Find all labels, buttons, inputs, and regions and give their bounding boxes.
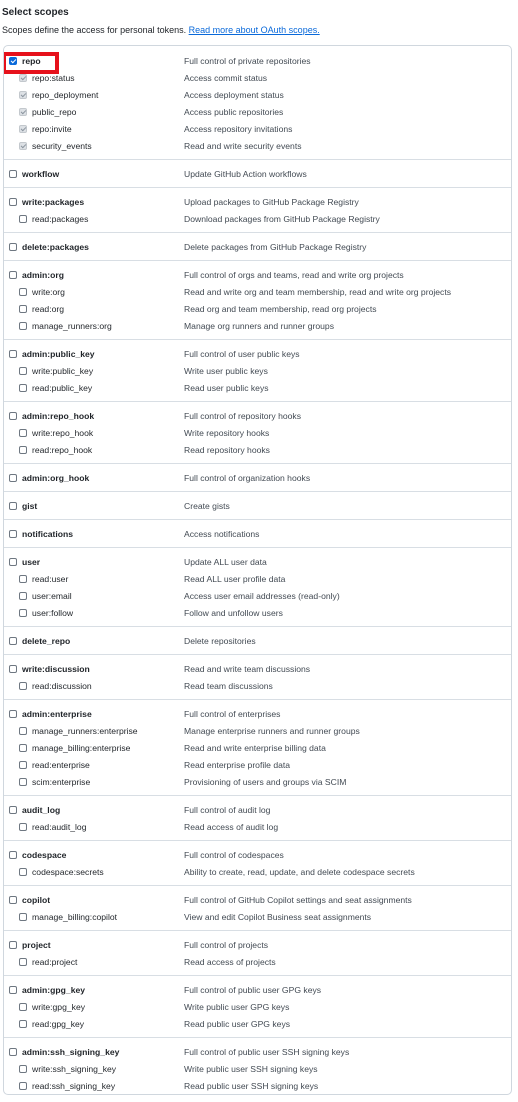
scope-checkbox-notifications[interactable] <box>9 530 17 538</box>
scope-name[interactable]: admin:ssh_signing_key <box>22 1047 120 1057</box>
scope-description: Full control of user public keys <box>184 349 300 359</box>
scope-checkbox-read-audit-log[interactable] <box>19 823 27 831</box>
scope-checkbox-read-project[interactable] <box>19 958 27 966</box>
scope-description: Full control of public user GPG keys <box>184 985 322 995</box>
scope-name[interactable]: user:email <box>32 591 72 601</box>
scope-row-scim-enterprise <box>4 774 511 791</box>
scope-name[interactable]: public_repo <box>32 107 77 117</box>
scope-checkbox-read-public-key[interactable] <box>19 384 27 392</box>
scope-row-delete-repo <box>4 633 511 650</box>
scope-checkbox-admin-org-hook[interactable] <box>9 474 17 482</box>
scope-name[interactable]: admin:gpg_key <box>22 985 86 995</box>
scope-checkbox-write-public-key[interactable] <box>19 367 27 375</box>
scope-name[interactable]: user <box>22 557 41 567</box>
scope-description: Delete repositories <box>184 636 256 646</box>
scope-group-gist <box>4 492 511 520</box>
scope-row-admin-gpg-key <box>4 982 511 999</box>
scope-checkbox-read-repo-hook[interactable] <box>19 446 27 454</box>
scope-checkbox-repo-status <box>19 74 27 82</box>
scope-name[interactable]: read:org <box>32 304 65 314</box>
scope-checkbox-user[interactable] <box>9 558 17 566</box>
scope-row-admin-repo-hook <box>4 408 511 425</box>
scope-list <box>3 45 512 1095</box>
scope-description: Update GitHub Action workflows <box>184 169 307 179</box>
select-scopes-heading: Select scopes <box>2 7 69 18</box>
scope-description: Full control of audit log <box>184 805 271 815</box>
scope-description: Read repository hooks <box>184 445 270 455</box>
scope-checkbox-read-packages[interactable] <box>19 215 27 223</box>
scope-name[interactable]: read:audit_log <box>32 822 87 832</box>
scope-checkbox-write-ssh-signing-key[interactable] <box>19 1065 27 1073</box>
scope-description: Delete packages from GitHub Package Registry <box>184 242 367 252</box>
scope-checkbox-delete-packages[interactable] <box>9 243 17 251</box>
scope-name[interactable]: repo:status <box>32 73 75 83</box>
scope-group-codespace <box>4 841 511 886</box>
scope-group-notifications <box>4 520 511 548</box>
scope-description: Read public user SSH signing keys <box>184 1081 319 1091</box>
scope-name[interactable]: codespace:secrets <box>32 867 104 877</box>
scope-description: Read access of projects <box>184 957 276 967</box>
scope-row-write-gpg-key <box>4 999 511 1016</box>
scope-name[interactable]: write:public_key <box>32 366 94 376</box>
scope-name[interactable]: scim:enterprise <box>32 777 91 787</box>
scope-checkbox-user-follow[interactable] <box>19 609 27 617</box>
scope-checkbox-write-repo-hook[interactable] <box>19 429 27 437</box>
scope-checkbox-project[interactable] <box>9 941 17 949</box>
scope-name[interactable]: read:repo_hook <box>32 445 93 455</box>
scope-description: Read and write team discussions <box>184 664 311 674</box>
scope-checkbox-admin-public-key[interactable] <box>9 350 17 358</box>
scope-checkbox-read-user[interactable] <box>19 575 27 583</box>
scope-description: Upload packages to GitHub Package Registry <box>184 197 359 207</box>
scope-name[interactable]: read:public_key <box>32 383 93 393</box>
scope-row-user-follow <box>4 605 511 622</box>
scope-checkbox-admin-gpg-key[interactable] <box>9 986 17 994</box>
scope-group-project <box>4 931 511 976</box>
scope-row-write-packages <box>4 194 511 211</box>
scope-checkbox-manage-billing-enterprise[interactable] <box>19 744 27 752</box>
scope-row-write-discussion <box>4 661 511 678</box>
scope-description: Manage enterprise runners and runner groups <box>184 726 360 736</box>
oauth-scopes-link[interactable]: Read more about OAuth scopes. <box>188 25 320 35</box>
scope-row-manage-runners-org <box>4 318 511 335</box>
scope-checkbox-repo-deployment <box>19 91 27 99</box>
scope-checkbox-delete-repo[interactable] <box>9 637 17 645</box>
scope-checkbox-read-org[interactable] <box>19 305 27 313</box>
scope-name[interactable]: manage_billing:enterprise <box>32 743 131 753</box>
scope-row-read-repo-hook <box>4 442 511 459</box>
scope-checkbox-admin-org[interactable] <box>9 271 17 279</box>
scope-row-admin-org <box>4 267 511 284</box>
scope-name[interactable]: admin:public_key <box>22 349 95 359</box>
scope-row-notifications <box>4 526 511 543</box>
scope-row-codespace-secrets <box>4 864 511 881</box>
scope-description: Full control of projects <box>184 940 269 950</box>
scope-description: Full control of orgs and teams, read and write org projects <box>184 270 404 280</box>
scope-description: Read enterprise profile data <box>184 760 291 770</box>
scope-row-read-gpg-key <box>4 1016 511 1033</box>
scope-description: Access commit status <box>184 73 268 83</box>
scope-checkbox-scim-enterprise[interactable] <box>19 778 27 786</box>
scope-group-delete-repo <box>4 627 511 655</box>
scope-row-write-org <box>4 284 511 301</box>
scope-description: Access repository invitations <box>184 124 293 134</box>
scopes-description-text: Scopes define the access for personal tokens. <box>2 25 187 35</box>
scope-checkbox-admin-ssh-signing-key[interactable] <box>9 1048 17 1056</box>
scope-row-read-user <box>4 571 511 588</box>
scope-checkbox-codespace[interactable] <box>9 851 17 859</box>
scope-checkbox-read-ssh-signing-key[interactable] <box>19 1082 27 1090</box>
scope-description: Update ALL user data <box>184 557 267 567</box>
scopes-description <box>2 25 320 35</box>
scope-row-delete-packages <box>4 239 511 256</box>
scope-group-admin-public-key <box>4 340 511 402</box>
scope-description: Manage org runners and runner groups <box>184 321 335 331</box>
scope-checkbox-repo[interactable] <box>9 57 17 65</box>
scope-name[interactable]: read:user <box>32 574 69 584</box>
scope-description: Read public user GPG keys <box>184 1019 291 1029</box>
scope-name[interactable]: user:follow <box>32 608 74 618</box>
scope-name[interactable]: codespace <box>22 850 67 860</box>
scope-description: Read team discussions <box>184 681 273 691</box>
scope-row-read-discussion <box>4 678 511 695</box>
scope-group-write-packages <box>4 188 511 233</box>
scope-description: Full control of repository hooks <box>184 411 302 421</box>
scope-name[interactable]: admin:enterprise <box>22 709 92 719</box>
scope-description: Full control of private repositories <box>184 56 311 66</box>
scope-name[interactable]: write:packages <box>22 197 85 207</box>
scope-row-codespace <box>4 847 511 864</box>
scope-row-repo <box>4 53 511 70</box>
scope-description: Full control of organization hooks <box>184 473 311 483</box>
scope-name[interactable]: admin:org_hook <box>22 473 90 483</box>
scope-row-admin-ssh-signing-key <box>4 1044 511 1061</box>
scope-name[interactable]: read:discussion <box>32 681 92 691</box>
scope-description: Full control of GitHub Copilot settings and seat assignments <box>184 895 412 905</box>
scope-group-admin-ssh-signing-key <box>4 1038 511 1095</box>
scope-description: Access public repositories <box>184 107 284 117</box>
scope-checkbox-codespace-secrets[interactable] <box>19 868 27 876</box>
scope-checkbox-workflow[interactable] <box>9 170 17 178</box>
scope-name[interactable]: repo <box>22 56 41 66</box>
scope-checkbox-audit-log[interactable] <box>9 806 17 814</box>
scope-description: Read user public keys <box>184 383 269 393</box>
scope-row-security-events <box>4 138 511 155</box>
scope-group-admin-gpg-key <box>4 976 511 1038</box>
scope-row-manage-billing-copilot <box>4 909 511 926</box>
scope-description: Full control of public user SSH signing keys <box>184 1047 350 1057</box>
scope-row-admin-enterprise <box>4 706 511 723</box>
scope-row-user <box>4 554 511 571</box>
scope-group-admin-org <box>4 261 511 340</box>
scope-row-project <box>4 937 511 954</box>
scope-description: Full control of codespaces <box>184 850 284 860</box>
scope-checkbox-copilot[interactable] <box>9 896 17 904</box>
scope-description: Access notifications <box>184 529 260 539</box>
scope-description: Provisioning of users and groups via SCIM <box>184 777 347 787</box>
scope-description: Read and write org and team membership, read and write org projects <box>184 287 452 297</box>
scope-description: Read and write enterprise billing data <box>184 743 326 753</box>
scope-checkbox-gist[interactable] <box>9 502 17 510</box>
scope-checkbox-read-discussion[interactable] <box>19 682 27 690</box>
scope-group-admin-enterprise <box>4 700 511 796</box>
scope-row-read-org <box>4 301 511 318</box>
scope-name[interactable]: repo:invite <box>32 124 72 134</box>
scope-checkbox-write-packages[interactable] <box>9 198 17 206</box>
scope-name[interactable]: admin:org <box>22 270 65 280</box>
scope-group-write-discussion <box>4 655 511 700</box>
scope-description: Follow and unfollow users <box>184 608 283 618</box>
scope-name[interactable]: manage_billing:copilot <box>32 912 118 922</box>
scope-group-repo <box>4 47 511 160</box>
scope-checkbox-write-gpg-key[interactable] <box>19 1003 27 1011</box>
scope-row-audit-log <box>4 802 511 819</box>
scope-checkbox-write-org[interactable] <box>19 288 27 296</box>
scope-row-repo-deployment <box>4 87 511 104</box>
scope-name[interactable]: repo_deployment <box>32 90 99 100</box>
scope-name[interactable]: security_events <box>32 141 92 151</box>
scope-group-audit-log <box>4 796 511 841</box>
scope-row-write-repo-hook <box>4 425 511 442</box>
scope-description: Read and write security events <box>184 141 302 151</box>
scope-name[interactable]: delete:packages <box>22 242 89 252</box>
scope-name[interactable]: write:gpg_key <box>32 1002 86 1012</box>
scope-name[interactable]: write:repo_hook <box>32 428 94 438</box>
scope-description: Write public user SSH signing keys <box>184 1064 318 1074</box>
scope-checkbox-public-repo <box>19 108 27 116</box>
scope-description: Write public user GPG keys <box>184 1002 290 1012</box>
scope-group-copilot <box>4 886 511 931</box>
scope-row-write-ssh-signing-key <box>4 1061 511 1078</box>
scope-checkbox-write-discussion[interactable] <box>9 665 17 673</box>
scope-name[interactable]: write:discussion <box>22 664 90 674</box>
scope-description: Read ALL user profile data <box>184 574 286 584</box>
scope-row-read-packages <box>4 211 511 228</box>
scope-row-read-enterprise <box>4 757 511 774</box>
scope-row-write-public-key <box>4 363 511 380</box>
scope-group-admin-org-hook <box>4 464 511 492</box>
scope-row-public-repo <box>4 104 511 121</box>
scope-name[interactable]: gist <box>22 501 38 511</box>
scope-row-repo-invite <box>4 121 511 138</box>
scope-name[interactable]: project <box>22 940 51 950</box>
scope-name[interactable]: notifications <box>22 529 74 539</box>
scope-checkbox-manage-billing-copilot[interactable] <box>19 913 27 921</box>
scope-description: Access user email addresses (read-only) <box>184 591 340 601</box>
scope-name[interactable]: read:enterprise <box>32 760 90 770</box>
scope-description: Create gists <box>184 501 230 511</box>
scope-name[interactable]: manage_runners:enterprise <box>32 726 138 736</box>
scope-group-admin-repo-hook <box>4 402 511 464</box>
scope-row-manage-runners-enterprise <box>4 723 511 740</box>
scope-description: Read access of audit log <box>184 822 279 832</box>
scope-name[interactable]: write:ssh_signing_key <box>32 1064 117 1074</box>
scope-description: Read org and team membership, read org projects <box>184 304 377 314</box>
scope-row-workflow <box>4 166 511 183</box>
scope-name[interactable]: manage_runners:org <box>32 321 112 331</box>
scope-name[interactable]: read:packages <box>32 214 89 224</box>
scope-checkbox-manage-runners-enterprise[interactable] <box>19 727 27 735</box>
scope-checkbox-manage-runners-org[interactable] <box>19 322 27 330</box>
scope-row-read-project <box>4 954 511 971</box>
scope-checkbox-user-email[interactable] <box>19 592 27 600</box>
scope-description: Write user public keys <box>184 366 268 376</box>
scope-checkbox-admin-repo-hook[interactable] <box>9 412 17 420</box>
scope-checkbox-read-gpg-key[interactable] <box>19 1020 27 1028</box>
scope-name[interactable]: workflow <box>22 169 60 179</box>
scope-row-gist <box>4 498 511 515</box>
scope-description: Access deployment status <box>184 90 284 100</box>
scope-checkbox-security-events <box>19 142 27 150</box>
scope-checkbox-repo-invite <box>19 125 27 133</box>
scope-row-admin-org-hook <box>4 470 511 487</box>
scope-group-delete-packages <box>4 233 511 261</box>
scope-row-copilot <box>4 892 511 909</box>
scope-name[interactable]: read:project <box>32 957 78 967</box>
scope-checkbox-admin-enterprise[interactable] <box>9 710 17 718</box>
scope-name[interactable]: read:ssh_signing_key <box>32 1081 116 1091</box>
scope-row-read-ssh-signing-key <box>4 1078 511 1095</box>
scope-name[interactable]: delete_repo <box>22 636 71 646</box>
scope-description: Write repository hooks <box>184 428 270 438</box>
scope-row-read-audit-log <box>4 819 511 836</box>
scope-row-user-email <box>4 588 511 605</box>
scope-row-read-public-key <box>4 380 511 397</box>
scope-name[interactable]: write:org <box>32 287 65 297</box>
scope-group-user <box>4 548 511 627</box>
scope-row-repo-status <box>4 70 511 87</box>
scope-description: Download packages from GitHub Package Registry <box>184 214 380 224</box>
scope-description: Ability to create, read, update, and delete codespace secrets <box>184 867 415 877</box>
scope-row-manage-billing-enterprise <box>4 740 511 757</box>
scope-description: View and edit Copilot Business seat assignments <box>184 912 372 922</box>
scope-checkbox-read-enterprise[interactable] <box>19 761 27 769</box>
scope-description: Full control of enterprises <box>184 709 281 719</box>
scope-row-admin-public-key <box>4 346 511 363</box>
scope-name[interactable]: read:gpg_key <box>32 1019 85 1029</box>
scope-group-workflow <box>4 160 511 188</box>
scope-name[interactable]: copilot <box>22 895 51 905</box>
scope-name[interactable]: admin:repo_hook <box>22 411 95 421</box>
scope-name[interactable]: audit_log <box>22 805 61 815</box>
